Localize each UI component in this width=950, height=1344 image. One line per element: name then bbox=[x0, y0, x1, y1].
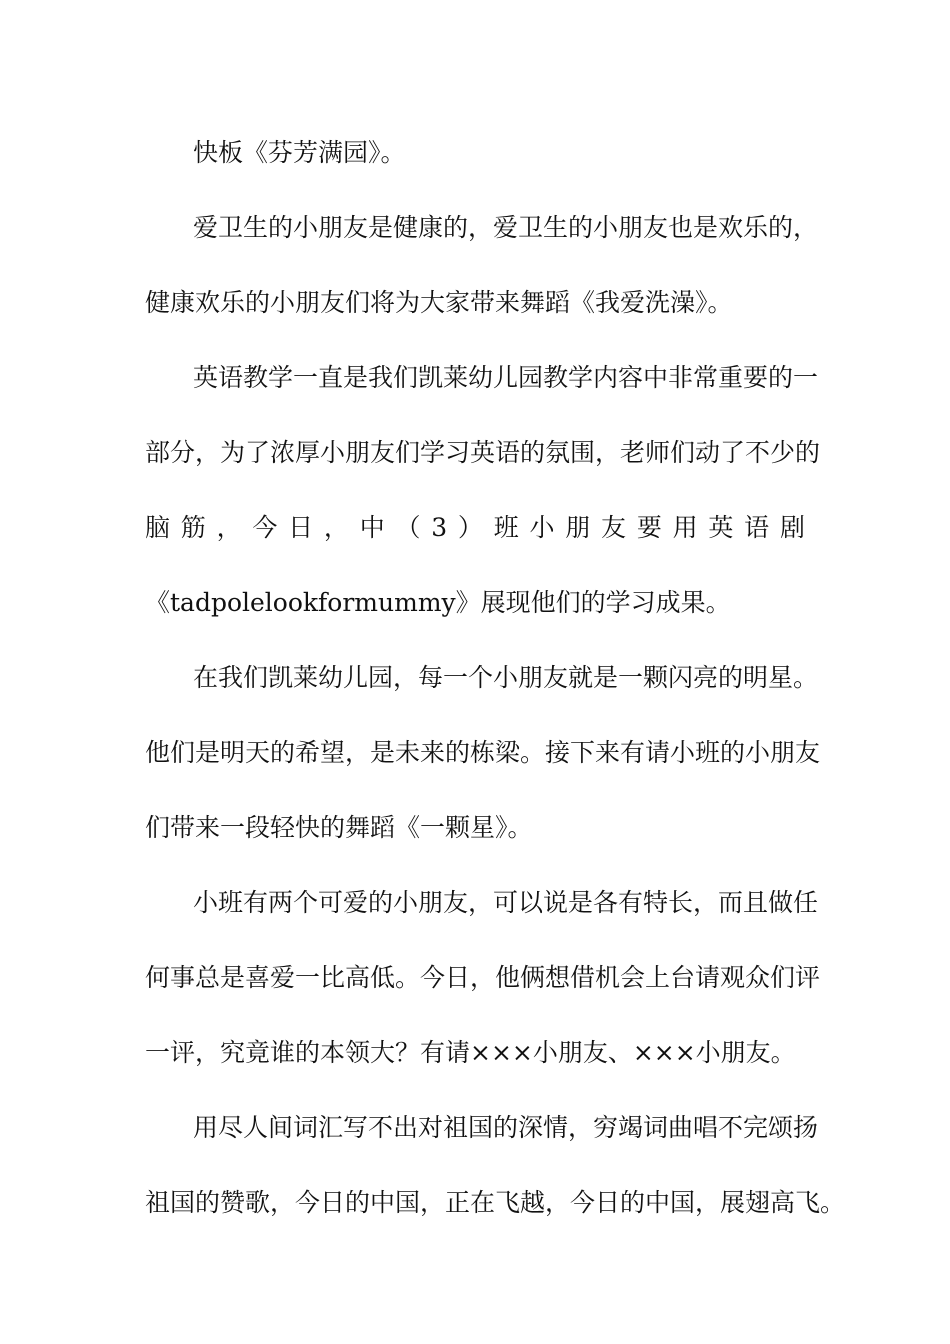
spread-char: 朋 bbox=[565, 513, 591, 542]
paragraph-4-line-1: 在我们凯莱幼儿园，每一个小朋友就是一颗闪亮的明星。 bbox=[193, 663, 819, 692]
spread-char: ） bbox=[457, 513, 483, 542]
spread-char: ， bbox=[323, 513, 349, 542]
paragraph-5-line-1: 小班有两个可爱的小朋友，可以说是各有特长，而且做任 bbox=[193, 888, 819, 917]
paragraph-3-line-1: 英语教学一直是我们凯莱幼儿园教学内容中非常重要的一 bbox=[193, 363, 819, 392]
paragraph-6-line-2: 祖国的赞歌，今日的中国，正在飞越，今日的中国，展翅高飞。 bbox=[145, 1188, 846, 1217]
spread-char: 脑 bbox=[145, 513, 171, 542]
paragraph-5-line-2: 何事总是喜爱一比高低。今日，他俩想借机会上台请观众们评 bbox=[145, 963, 821, 992]
spread-char: 3 bbox=[431, 513, 448, 542]
paragraph-4-line-3: 们带来一段轻快的舞蹈《一颗星》。 bbox=[145, 813, 533, 842]
spread-char: 班 bbox=[493, 513, 519, 542]
spread-char: 中 bbox=[359, 513, 385, 542]
spread-char: 要 bbox=[636, 513, 662, 542]
paragraph-2-line-2: 健康欢乐的小朋友们将为大家带来舞蹈《我爱洗澡》。 bbox=[145, 288, 733, 317]
spread-char: （ bbox=[395, 513, 421, 542]
spread-char: ， bbox=[216, 513, 242, 542]
spread-char: 用 bbox=[672, 513, 698, 542]
spread-char: 日 bbox=[288, 513, 314, 542]
spread-char: 英 bbox=[708, 513, 734, 542]
paragraph-2-line-1: 爱卫生的小朋友是健康的，爱卫生的小朋友也是欢乐的， bbox=[193, 213, 819, 242]
spread-char: 今 bbox=[252, 513, 278, 542]
spread-char: 小 bbox=[529, 513, 555, 542]
paragraph-1-line-1: 快板《芬芳满园》。 bbox=[193, 138, 406, 167]
spread-char: 友 bbox=[601, 513, 627, 542]
spread-char: 语 bbox=[744, 513, 770, 542]
paragraph-3-line-4: 《tadpolelookformummy》展现他们的学习成果。 bbox=[145, 588, 731, 617]
paragraph-5-line-3: 一评，究竟谁的本领大？有请×××小朋友、×××小朋友。 bbox=[145, 1038, 796, 1067]
paragraph-4-line-2: 他们是明天的希望，是未来的栋梁。接下来有请小班的小朋友 bbox=[145, 738, 821, 767]
paragraph-3-line-3 bbox=[145, 513, 805, 543]
paragraph-3-line-2: 部分，为了浓厚小朋友们学习英语的氛围，老师们动了不少的 bbox=[145, 438, 821, 467]
spread-char: 剧 bbox=[779, 513, 805, 542]
spread-char: 筋 bbox=[180, 513, 206, 542]
paragraph-6-line-1: 用尽人间词汇写不出对祖国的深情，穷竭词曲唱不完颂扬 bbox=[193, 1113, 819, 1142]
